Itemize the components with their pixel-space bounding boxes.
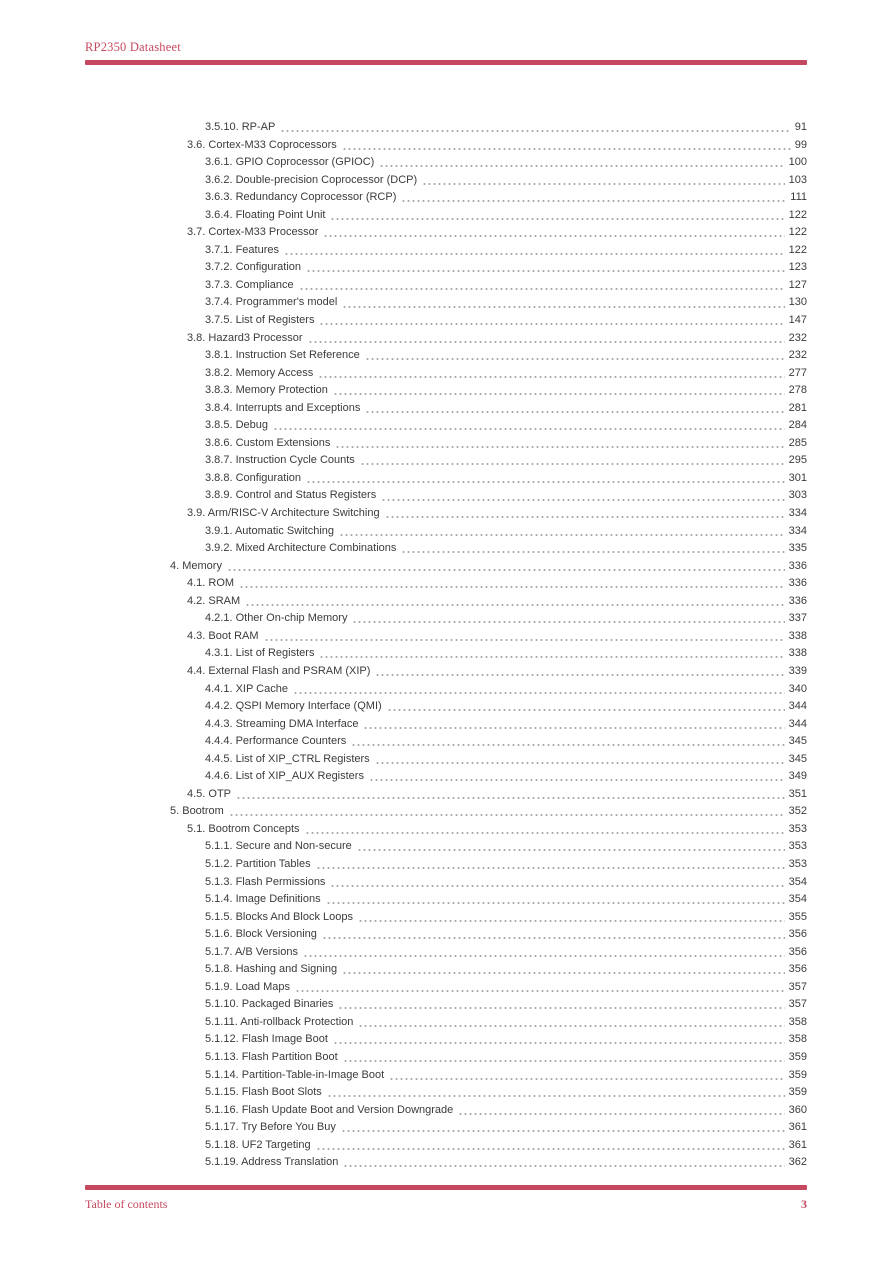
dot-leader [369, 768, 785, 782]
dot-leader [308, 330, 785, 344]
toc-entry-page-number: 232 [788, 349, 807, 362]
dot-leader [375, 751, 785, 765]
toc-entry-title: 3.8.1. Instruction Set Reference [205, 349, 360, 362]
toc-entry-page-number: 353 [788, 857, 807, 870]
toc-entry-title: 4.5. OTP [187, 787, 232, 800]
toc-entry-title: 5.1.6. Block Versioning [205, 928, 317, 941]
dot-leader [322, 926, 785, 940]
toc-entry-title: 4.4.1. XIP Cache [205, 682, 288, 695]
toc-entry[interactable] [170, 382, 807, 400]
toc-entry-page-number: 335 [788, 542, 807, 555]
toc-entry[interactable] [170, 821, 807, 839]
toc-entry[interactable] [170, 645, 807, 663]
toc-entry[interactable] [170, 312, 807, 330]
toc-entry[interactable] [170, 224, 807, 242]
toc-entry-page-number: 351 [788, 787, 807, 800]
toc-entry[interactable] [170, 259, 807, 277]
toc-entry-page-number: 358 [788, 1033, 807, 1046]
dot-leader [330, 207, 784, 221]
toc-entry-page-number: 122 [788, 208, 807, 221]
toc-entry-title: 4.4.5. List of XIP_CTRL Registers [205, 752, 370, 765]
dot-leader [401, 540, 784, 554]
dot-leader [379, 154, 784, 168]
toc-entry-page-number: 356 [788, 928, 807, 941]
toc-entry-page-number: 353 [788, 822, 807, 835]
dot-leader [333, 382, 785, 396]
dot-leader [358, 909, 785, 923]
toc-entry-title: 4.2.1. Other On-chip Memory [205, 612, 348, 625]
dot-leader [284, 242, 785, 256]
footer-divider [85, 1185, 807, 1190]
toc-entry-page-number: 122 [788, 243, 807, 256]
dot-leader [299, 277, 785, 291]
toc-entry[interactable] [170, 733, 807, 751]
toc-entry-page-number: 353 [788, 840, 807, 853]
toc-entry[interactable] [170, 1014, 807, 1032]
dot-leader [338, 996, 784, 1010]
toc-entry-page-number: 127 [788, 278, 807, 291]
toc-entry[interactable] [170, 610, 807, 628]
toc-entry-title: 5.1.15. Flash Boot Slots [205, 1086, 322, 1099]
toc-entry-title: 3.8. Hazard3 Processor [187, 331, 303, 344]
dot-leader [341, 1119, 785, 1133]
dot-leader [305, 821, 785, 835]
dot-leader [351, 733, 784, 747]
toc-entry-title: 3.6. Cortex-M33 Coprocessors [187, 138, 337, 151]
dot-leader [339, 523, 785, 537]
toc-entry[interactable] [170, 768, 807, 786]
toc-entry[interactable] [170, 400, 807, 418]
toc-entry-title: 3.5.10. RP-AP [205, 121, 276, 133]
toc-entry[interactable] [170, 487, 807, 505]
toc-entry[interactable] [170, 874, 807, 892]
toc-entry-title: 5.1.2. Partition Tables [205, 857, 311, 870]
toc-entry[interactable] [170, 786, 807, 804]
toc-entry-title: 4.4.3. Streaming DMA Interface [205, 717, 359, 730]
toc-entry-page-number: 356 [788, 945, 807, 958]
toc-entry-title: 5.1.9. Load Maps [205, 980, 291, 993]
toc-entry-title: 5.1.10. Packaged Binaries [205, 998, 334, 1011]
toc-entry[interactable] [170, 926, 807, 944]
toc-entry[interactable] [170, 119, 807, 137]
toc-entry[interactable] [170, 277, 807, 295]
toc-entry-page-number: 232 [788, 331, 807, 344]
dot-leader [293, 681, 785, 695]
toc-entry[interactable] [170, 540, 807, 558]
toc-entry-title: 3.8.2. Memory Access [205, 366, 314, 379]
toc-entry[interactable] [170, 365, 807, 383]
dot-leader [229, 803, 785, 817]
toc-entry-page-number: 356 [788, 963, 807, 976]
toc-entry-title: 3.9. Arm/RISC-V Architecture Switching [187, 507, 380, 520]
toc-entry[interactable] [170, 909, 807, 927]
toc-entry[interactable] [170, 716, 807, 734]
toc-entry[interactable] [170, 1031, 807, 1049]
dot-leader [365, 347, 785, 361]
toc-entry-title: 4.3.1. List of Registers [205, 647, 315, 660]
toc-entry[interactable] [170, 505, 807, 523]
toc-entry-title: 5.1.4. Image Definitions [205, 893, 321, 906]
dot-leader [401, 189, 786, 203]
toc-entry[interactable] [170, 137, 807, 155]
toc-entry[interactable] [170, 1084, 807, 1102]
toc-entry-page-number: 336 [788, 559, 807, 572]
dot-leader [303, 944, 785, 958]
dot-leader [342, 137, 791, 151]
toc-entry-page-number: 338 [788, 647, 807, 660]
dot-leader [316, 856, 785, 870]
toc-entry[interactable] [170, 1049, 807, 1067]
toc-entry-page-number: 284 [788, 419, 807, 432]
dot-leader [357, 838, 785, 852]
toc-entry-page-number: 334 [788, 507, 807, 520]
toc-entry-title: 4.4.6. List of XIP_AUX Registers [205, 770, 364, 783]
toc-entry-title: 5.1. Bootrom Concepts [187, 822, 300, 835]
dot-leader [333, 1031, 785, 1045]
dot-leader [327, 1084, 785, 1098]
dot-leader [319, 645, 784, 659]
toc-entry-title: 5.1.12. Flash Image Boot [205, 1033, 328, 1046]
dot-leader [273, 417, 785, 431]
toc-entry-page-number: 338 [788, 629, 807, 642]
dot-leader [306, 470, 785, 484]
toc-entry-page-number: 345 [788, 735, 807, 748]
toc-entry-page-number: 147 [788, 314, 807, 327]
toc-entry[interactable] [170, 1119, 807, 1137]
toc-entry-page-number: 122 [788, 226, 807, 239]
toc-entry-page-number: 123 [788, 261, 807, 274]
toc-entry[interactable] [170, 575, 807, 593]
dot-leader [342, 294, 784, 308]
toc-entry[interactable] [170, 470, 807, 488]
toc-entry[interactable] [170, 558, 807, 576]
dot-leader [295, 979, 785, 993]
toc-entry-page-number: 130 [788, 296, 807, 309]
toc-entry-title: 5.1.18. UF2 Targeting [205, 1138, 311, 1151]
toc-entry[interactable] [170, 1102, 807, 1120]
dot-leader [280, 119, 790, 133]
toc-entry-title: 3.7.3. Compliance [205, 278, 294, 291]
toc-entry[interactable] [170, 172, 807, 190]
toc-entry[interactable] [170, 294, 807, 312]
dot-leader [387, 698, 785, 712]
dot-leader [330, 874, 784, 888]
toc-entry-title: 4.3. Boot RAM [187, 629, 259, 642]
toc-entry-page-number: 91 [794, 121, 807, 133]
toc-entry-page-number: 340 [788, 682, 807, 695]
toc-entry[interactable] [170, 803, 807, 821]
footer-section-label: Table of contents [85, 1197, 168, 1211]
toc-entry[interactable] [170, 979, 807, 997]
dot-leader [458, 1102, 784, 1116]
toc-entry[interactable] [170, 891, 807, 909]
toc-entry[interactable] [170, 1067, 807, 1085]
toc-entry-title: 5.1.7. A/B Versions [205, 945, 298, 958]
toc-entry-page-number: 349 [788, 770, 807, 783]
dot-leader [335, 435, 784, 449]
toc-entry[interactable] [170, 330, 807, 348]
dot-leader [326, 891, 785, 905]
dot-leader [323, 224, 784, 238]
dot-leader [381, 487, 784, 501]
toc-entry[interactable] [170, 628, 807, 646]
toc-entry-title: 3.8.4. Interrupts and Exceptions [205, 401, 361, 414]
dot-leader [342, 961, 785, 975]
toc-entry[interactable] [170, 663, 807, 681]
toc-entry-title: 5.1.3. Flash Permissions [205, 875, 326, 888]
toc-entry-page-number: 354 [788, 875, 807, 888]
toc-entry-page-number: 339 [788, 664, 807, 677]
dot-leader [264, 628, 785, 642]
toc-entry-title: 4.4. External Flash and PSRAM (XIP) [187, 664, 371, 677]
toc-entry-page-number: 281 [788, 401, 807, 414]
toc-entry-page-number: 337 [788, 612, 807, 625]
toc-entry-page-number: 301 [788, 471, 807, 484]
toc-entry-title: 5.1.16. Flash Update Boot and Version Downgrade [205, 1103, 454, 1116]
dot-leader [236, 786, 785, 800]
toc-entry[interactable] [170, 996, 807, 1014]
toc-entry[interactable] [170, 961, 807, 979]
toc-entry-page-number: 344 [788, 700, 807, 713]
toc-entry-page-number: 111 [790, 191, 807, 204]
dot-leader [360, 452, 785, 466]
toc-entry-title: 4.1. ROM [187, 577, 235, 590]
toc-entry-title: 3.8.7. Instruction Cycle Counts [205, 454, 355, 467]
toc-entry-title: 3.8.6. Custom Extensions [205, 436, 331, 449]
toc-entry-title: 3.9.2. Mixed Architecture Combinations [205, 542, 397, 555]
dot-leader [319, 312, 784, 326]
dot-leader [239, 575, 785, 589]
toc-entry-title: 3.6.4. Floating Point Unit [205, 208, 326, 221]
toc-entry-page-number: 352 [788, 805, 807, 818]
toc-entry-title: 5.1.5. Blocks And Block Loops [205, 910, 353, 923]
toc-entry[interactable] [170, 207, 807, 225]
toc-entry-page-number: 285 [788, 436, 807, 449]
dot-leader [245, 593, 784, 607]
toc-entry-title: 3.7.2. Configuration [205, 261, 302, 274]
toc-entry-page-number: 336 [788, 594, 807, 607]
toc-entry-page-number: 361 [788, 1138, 807, 1151]
toc-entry-page-number: 358 [788, 1015, 807, 1028]
toc-entry-title: 3.7.1. Features [205, 243, 279, 256]
toc-entry-title: 3.9.1. Automatic Switching [205, 524, 335, 537]
toc-entry-page-number: 334 [788, 524, 807, 537]
toc-entry-title: 5.1.14. Partition-Table-in-Image Boot [205, 1068, 385, 1081]
toc-entry-title: 5. Bootrom [170, 805, 224, 818]
toc-entry-page-number: 361 [788, 1121, 807, 1134]
toc-entry-page-number: 278 [788, 384, 807, 397]
toc-entry-title: 5.1.13. Flash Partition Boot [205, 1050, 338, 1063]
toc-entry-page-number: 345 [788, 752, 807, 765]
dot-leader [352, 610, 784, 624]
dot-leader [343, 1049, 785, 1063]
toc-entry[interactable] [170, 698, 807, 716]
toc-entry-page-number: 357 [788, 998, 807, 1011]
toc-entry-page-number: 359 [788, 1050, 807, 1063]
header-divider [85, 60, 807, 65]
toc-entry-title: 3.8.5. Debug [205, 419, 268, 432]
toc-entry-title: 5.1.17. Try Before You Buy [205, 1121, 336, 1134]
dot-leader [316, 1137, 785, 1151]
toc-entry[interactable] [170, 944, 807, 962]
header-document-title: RP2350 Datasheet [85, 40, 181, 54]
toc-entry-page-number: 344 [788, 717, 807, 730]
toc-entry[interactable] [170, 452, 807, 470]
toc-entry-page-number: 103 [788, 173, 807, 186]
toc-entry[interactable] [170, 417, 807, 435]
toc-entry[interactable] [170, 523, 807, 541]
toc-entry-title: 3.7.4. Programmer's model [205, 296, 338, 309]
toc-entry[interactable] [170, 154, 807, 172]
toc-entry-page-number: 99 [794, 138, 807, 151]
toc-entry-title: 5.1.1. Secure and Non-secure [205, 840, 352, 853]
toc-entry-page-number: 295 [788, 454, 807, 467]
toc-entry-title: 5.1.19. Address Translation [205, 1156, 339, 1169]
dot-leader [227, 558, 785, 572]
toc-entry-page-number: 359 [788, 1068, 807, 1081]
toc-entry-title: 3.8.9. Control and Status Registers [205, 489, 377, 502]
toc-entry-page-number: 277 [788, 366, 807, 379]
toc-entry[interactable] [170, 593, 807, 611]
toc-entry-page-number: 100 [788, 156, 807, 169]
dot-leader [389, 1067, 784, 1081]
toc-entry-title: 3.6.1. GPIO Coprocessor (GPIOC) [205, 156, 375, 169]
toc-entry-page-number: 360 [788, 1103, 807, 1116]
toc-entry-title: 3.7.5. List of Registers [205, 314, 315, 327]
toc-entry-title: 5.1.8. Hashing and Signing [205, 963, 338, 976]
toc-entry-page-number: 336 [788, 577, 807, 590]
toc-entry-title: 3.6.2. Double-precision Coprocessor (DCP) [205, 173, 418, 186]
toc-entry-title: 5.1.11. Anti-rollback Protection [205, 1015, 354, 1028]
dot-leader [365, 400, 784, 414]
dot-leader [375, 663, 784, 677]
toc-entry-page-number: 357 [788, 980, 807, 993]
toc-entry[interactable] [170, 681, 807, 699]
toc-entry-title: 4.4.2. QSPI Memory Interface (QMI) [205, 700, 382, 713]
toc-entry-title: 3.6.3. Redundancy Coprocessor (RCP) [205, 191, 397, 204]
toc-entry-title: 3.7. Cortex-M33 Processor [187, 226, 319, 239]
dot-leader [363, 716, 784, 730]
toc-entry-page-number: 359 [788, 1086, 807, 1099]
toc-entry-page-number: 355 [788, 910, 807, 923]
dot-leader [422, 172, 784, 186]
dot-leader [385, 505, 785, 519]
dot-leader [358, 1014, 784, 1028]
toc-entry[interactable] [170, 838, 807, 856]
toc-entry-page-number: 362 [788, 1156, 807, 1169]
toc-entry[interactable] [170, 435, 807, 453]
toc-entry[interactable] [170, 189, 807, 207]
toc-list [170, 119, 807, 1172]
toc-entry[interactable] [170, 1154, 807, 1172]
dot-leader [318, 365, 784, 379]
toc-entry[interactable] [170, 242, 807, 260]
toc-entry-title: 4. Memory [170, 559, 222, 572]
dot-leader [306, 259, 785, 273]
toc-entry[interactable] [170, 1137, 807, 1155]
toc-entry[interactable] [170, 347, 807, 365]
toc-entry-page-number: 303 [788, 489, 807, 502]
toc-entry[interactable] [170, 751, 807, 769]
toc-entry-title: 4.2. SRAM [187, 594, 241, 607]
footer-page-number: 3 [801, 1197, 807, 1211]
toc-entry-title: 3.8.3. Memory Protection [205, 384, 328, 397]
toc-entry-page-number: 354 [788, 893, 807, 906]
toc-entry-title: 3.8.8. Configuration [205, 471, 302, 484]
toc-entry-title: 4.4.4. Performance Counters [205, 735, 347, 748]
toc-entry[interactable] [170, 856, 807, 874]
dot-leader [343, 1154, 784, 1168]
